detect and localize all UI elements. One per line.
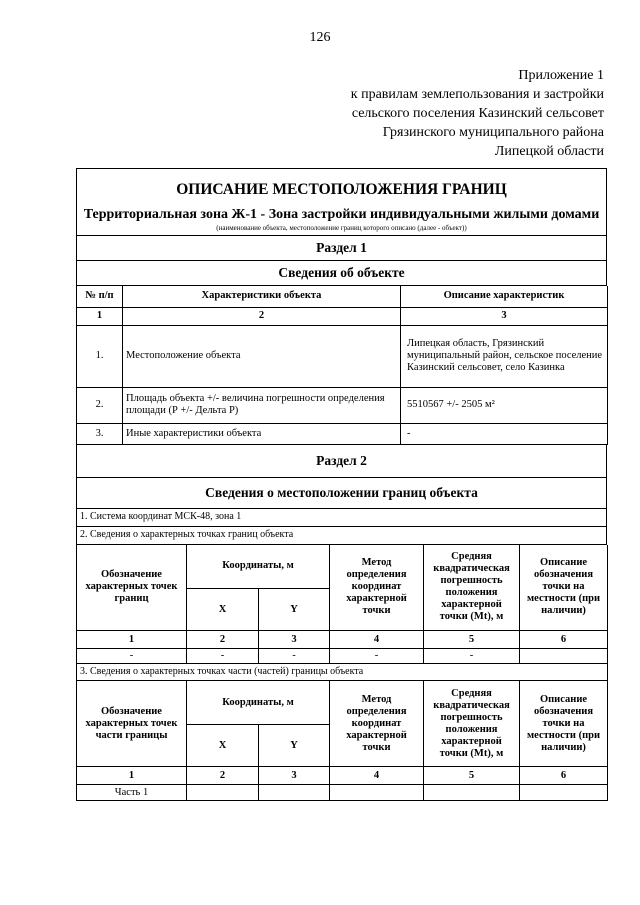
coordinate-system: 1. Система координат МСК-48, зона 1 <box>77 508 607 526</box>
col-number: 2 <box>187 767 259 785</box>
section1-subtitle: Сведения об объекте <box>77 261 607 286</box>
cell <box>330 785 424 801</box>
page-number: 126 <box>309 30 331 45</box>
col-number: 2 <box>123 307 401 325</box>
header-method: Метод определения координат характерной точки <box>330 681 424 767</box>
cell: - <box>330 649 424 664</box>
row-value: Липецкая область, Грязинский муниципальный район, сельское поселение Казинский сельсовет, село Казинка <box>401 325 608 387</box>
table-row <box>77 785 608 801</box>
header-part-point-designation: Обозначение характерных точек части границы <box>77 681 187 767</box>
cell: - <box>77 649 187 664</box>
header-y: Y <box>259 589 330 631</box>
col-number: 1 <box>77 307 123 325</box>
header-x: X <box>187 589 259 631</box>
cell <box>187 785 259 801</box>
appendix-line: Липецкой области <box>494 144 604 159</box>
col-number: 4 <box>330 767 424 785</box>
col-number: 5 <box>424 767 520 785</box>
col-number: 6 <box>520 767 608 785</box>
cell: - <box>259 649 330 664</box>
table-row <box>77 325 608 387</box>
col-number: 4 <box>330 631 424 649</box>
header-method: Метод определения координат характерной точки <box>330 545 424 631</box>
appendix-line: сельского поселения Казинский сельсовет <box>351 106 604 121</box>
column-numbers-row <box>77 307 608 325</box>
section2-subtitle: Сведения о местоположении границ объекта <box>77 477 607 508</box>
col-number: 5 <box>424 631 520 649</box>
header-coordinates: Координаты, м <box>187 545 330 589</box>
col-number: 1 <box>77 767 187 785</box>
col-number: 3 <box>401 307 608 325</box>
row-number: 3. <box>77 423 123 444</box>
row-value: - <box>401 423 608 444</box>
column-numbers-row <box>77 767 608 785</box>
header-description: Описание характеристик <box>401 286 608 307</box>
row-number: 2. <box>77 387 123 423</box>
header-coordinates: Координаты, м <box>187 681 330 725</box>
appendix-line: Приложение 1 <box>518 68 604 83</box>
appendix-line: Грязинского муниципального района <box>382 125 604 140</box>
table-row <box>77 649 608 664</box>
row-characteristic: Местоположение объекта <box>123 325 401 387</box>
section2-header <box>76 445 607 545</box>
row-number: 1. <box>77 325 123 387</box>
cell: - <box>187 649 259 664</box>
col-number: 2 <box>187 631 259 649</box>
section1-title: Раздел 1 <box>77 236 607 261</box>
header-characteristic: Характеристики объекта <box>123 286 401 307</box>
object-name: Территориальная зона Ж-1 - Зона застройки индивидуальными жилыми домами <box>77 202 607 223</box>
parts-heading: 3. Сведения о характерных точках части (частей) границы объекта <box>77 664 608 681</box>
header-point-description: Описание обозначения точки на местности (при наличии) <box>520 545 608 631</box>
cell <box>424 785 520 801</box>
cell <box>259 785 330 801</box>
cell: - <box>424 649 520 664</box>
points-heading: 2. Сведения о характерных точках границ объекта <box>77 526 607 544</box>
header-table <box>76 168 607 286</box>
cell <box>520 785 608 801</box>
row-value: 5510567 +/- 2505 м² <box>401 387 608 423</box>
boundary-description-form <box>76 168 607 801</box>
header-point-description: Описание обозначения точки на местности (при наличии) <box>520 681 608 767</box>
appendix-line: к правилам землепользования и застройки <box>350 87 604 102</box>
row-characteristic: Иные характеристики объекта <box>123 423 401 444</box>
appendix-header <box>351 66 604 161</box>
header-accuracy: Средняя квадратическая погрешность положения характерной точки (Mt), м <box>424 681 520 767</box>
cell <box>520 649 608 664</box>
col-number: 3 <box>259 631 330 649</box>
table-row <box>77 423 608 444</box>
header-x: X <box>187 725 259 767</box>
header-y: Y <box>259 725 330 767</box>
object-info-table <box>76 286 608 445</box>
header-number: № п/п <box>77 286 123 307</box>
header-point-designation: Обозначение характерных точек границ <box>77 545 187 631</box>
col-number: 1 <box>77 631 187 649</box>
col-number: 6 <box>520 631 608 649</box>
part-label: Часть 1 <box>77 785 187 801</box>
boundary-points-table <box>76 545 608 802</box>
col-number: 3 <box>259 767 330 785</box>
document-title: ОПИСАНИЕ МЕСТОПОЛОЖЕНИЯ ГРАНИЦ <box>77 169 607 203</box>
table-header-row <box>77 286 608 307</box>
row-characteristic: Площадь объекта +/- величина погрешности определения площади (Р +/- Дельта Р) <box>123 387 401 423</box>
section2-title: Раздел 2 <box>77 445 607 478</box>
object-name-note: (наименование объекта, местоположение границ которого описано (далее - объект)) <box>77 223 607 236</box>
table-row <box>77 387 608 423</box>
column-numbers-row <box>77 631 608 649</box>
header-accuracy: Средняя квадратическая погрешность положения характерной точки (Mt), м <box>424 545 520 631</box>
